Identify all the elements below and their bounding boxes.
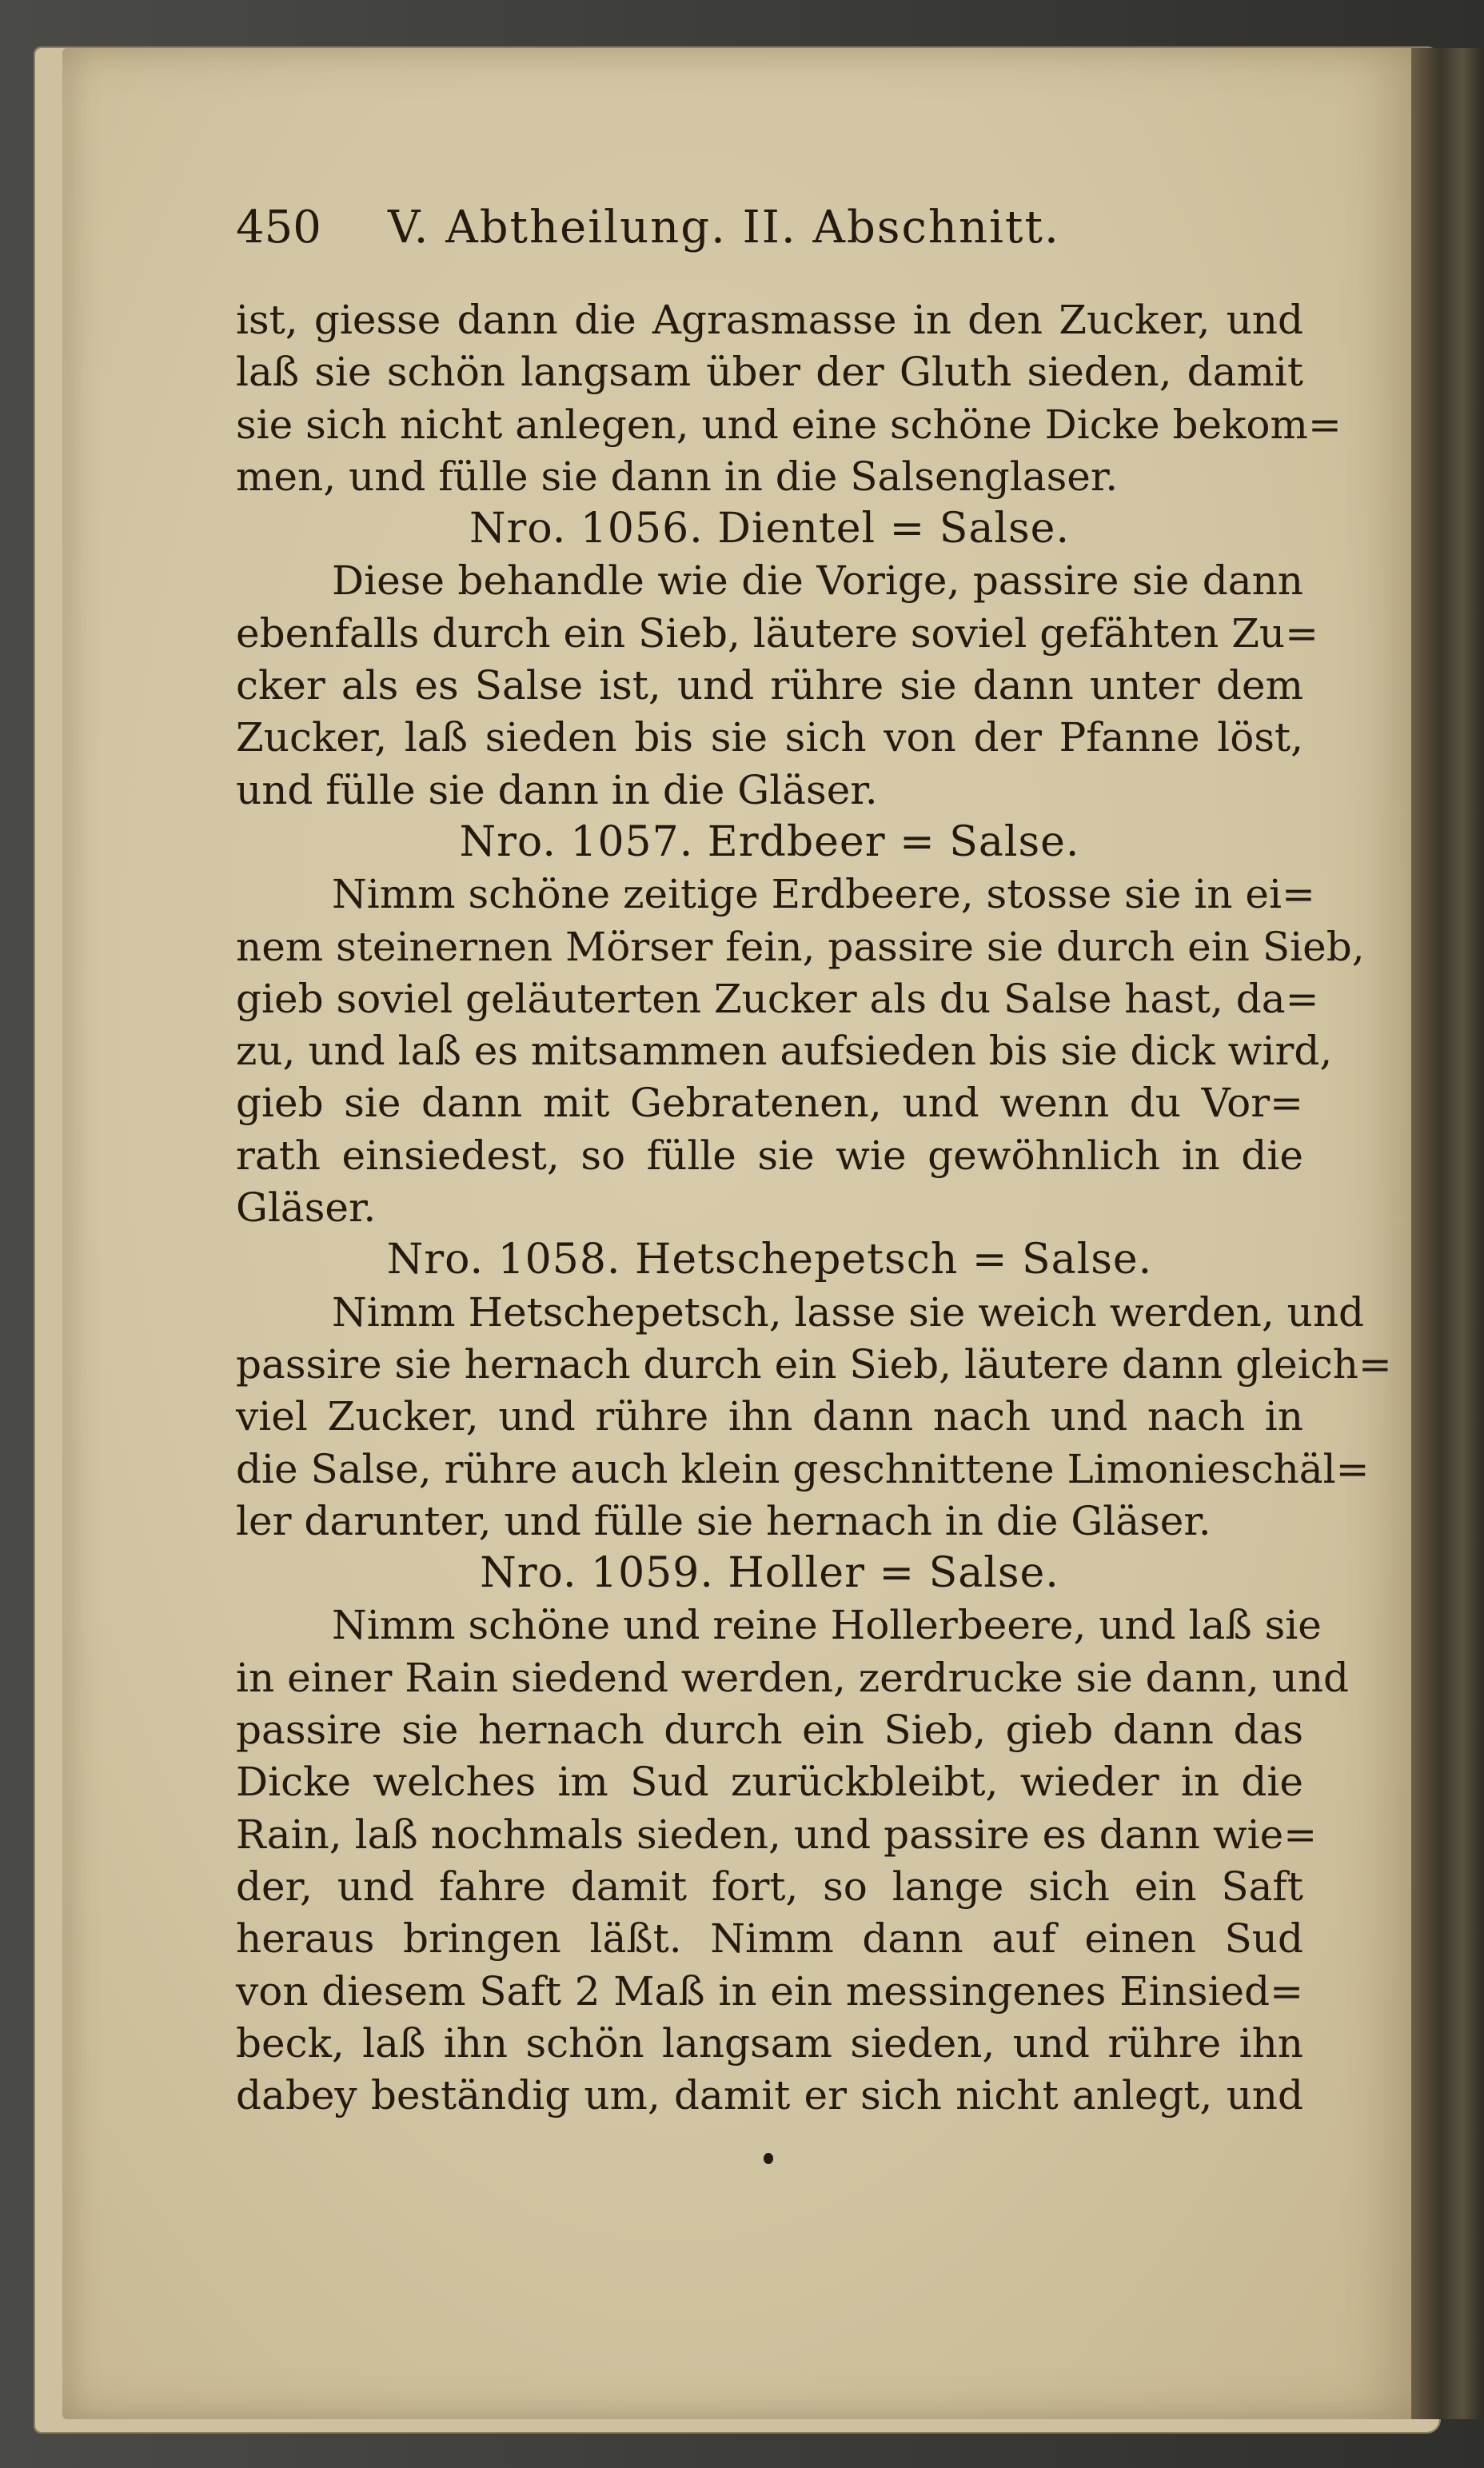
text-line: der, und fahre damit fort, so lange sich ein Saft	[236, 1863, 1303, 1910]
text-line: Rain, laß nochmals sieden, und passire es dann wie=	[236, 1811, 1318, 1858]
text-line: ist, giesse dann die Agrasmasse in den Zucker, und	[236, 297, 1303, 343]
text-line: beck, laß ihn schön langsam sieden, und rühre ihn	[236, 2019, 1303, 2067]
running-head: V. Abtheilung. II. Abschnitt.	[388, 202, 1060, 254]
text-line: nem steinernen Mörser fein, passire sie durch ein Sieb,	[236, 923, 1365, 970]
text-line: die Salse, rühre auch klein geschnittene Limonieschäl=	[236, 1445, 1370, 1492]
text-line: rath einsiedest, so fülle sie wie gewöhnlich in die	[236, 1132, 1303, 1179]
text-line: Gläser.	[236, 1184, 377, 1232]
text-line: sie sich nicht anlegen, und eine schöne Dicke bekom=	[236, 401, 1342, 448]
text-line: gieb sie dann mit Gebratenen, und wenn du Vor=	[236, 1080, 1303, 1127]
text-line: laß sie schön langsam über der Gluth sieden, damit	[236, 349, 1303, 396]
text-line: cker als es Salse ist, und rühre sie dann unter dem	[236, 662, 1303, 709]
text-line: Nimm schöne und reine Hollerbeere, und laß sie	[332, 1602, 1322, 1649]
text-line: in einer Rain siedend werden, zerdrucke sie dann, und	[236, 1654, 1350, 1701]
text-line: heraus bringen läßt. Nimm dann auf einen Sud	[236, 1915, 1303, 1963]
text-line: Nimm Hetschepetsch, lasse sie weich werden, und	[332, 1288, 1365, 1336]
book-gutter	[1411, 48, 1484, 2419]
recipe-heading-1056: Nro. 1056. Dientel = Salse.	[469, 505, 1070, 553]
text-line: Zucker, laß sieden bis sie sich von der Pfanne löst,	[236, 714, 1303, 761]
text-line: von diesem Saft 2 Maß in ein messingenes Einsied=	[236, 1967, 1303, 2015]
printer-mark	[764, 2153, 773, 2164]
text-line: ebenfalls durch ein Sieb, läutere soviel gefähten Zu=	[236, 609, 1319, 657]
text-line: gieb soviel geläuterten Zucker als du Salse hast, da=	[236, 975, 1319, 1022]
text-line: Dicke welches im Sud zurückbleibt, wieder in die	[236, 1759, 1303, 1806]
recipe-heading-1057: Nro. 1057. Erdbeer = Salse.	[459, 817, 1080, 866]
text-line: men, und fülle sie dann in die Salsenglaser.	[236, 453, 1119, 500]
page-header	[236, 192, 1303, 264]
text-line: passire sie hernach durch ein Sieb, gieb dann das	[236, 1707, 1303, 1754]
page-number: 450	[236, 202, 321, 254]
text-line: ler darunter, und fülle sie hernach in die Gläser.	[236, 1497, 1211, 1544]
text-line: Diese behandle wie die Vorige, passire sie dann	[332, 557, 1303, 605]
text-line: und fülle sie dann in die Gläser.	[236, 766, 878, 813]
page-body	[236, 294, 1392, 2122]
recipe-heading-1059: Nro. 1059. Holler = Salse.	[480, 1549, 1059, 1598]
text-line: passire sie hernach durch ein Sieb, läutere dann gleich=	[236, 1340, 1392, 1388]
recipe-heading-1058: Nro. 1058. Hetschepetsch = Salse.	[386, 1236, 1153, 1284]
text-line: zu, und laß es mitsammen aufsieden bis sie dick wird,	[236, 1028, 1333, 1075]
text-line: Nimm schöne zeitige Erdbeere, stosse sie in ei=	[332, 871, 1315, 918]
text-line: viel Zucker, und rühre ihn dann nach und nach in	[236, 1393, 1303, 1440]
text-line: dabey beständig um, damit er sich nicht anlegt, und	[236, 2072, 1303, 2119]
